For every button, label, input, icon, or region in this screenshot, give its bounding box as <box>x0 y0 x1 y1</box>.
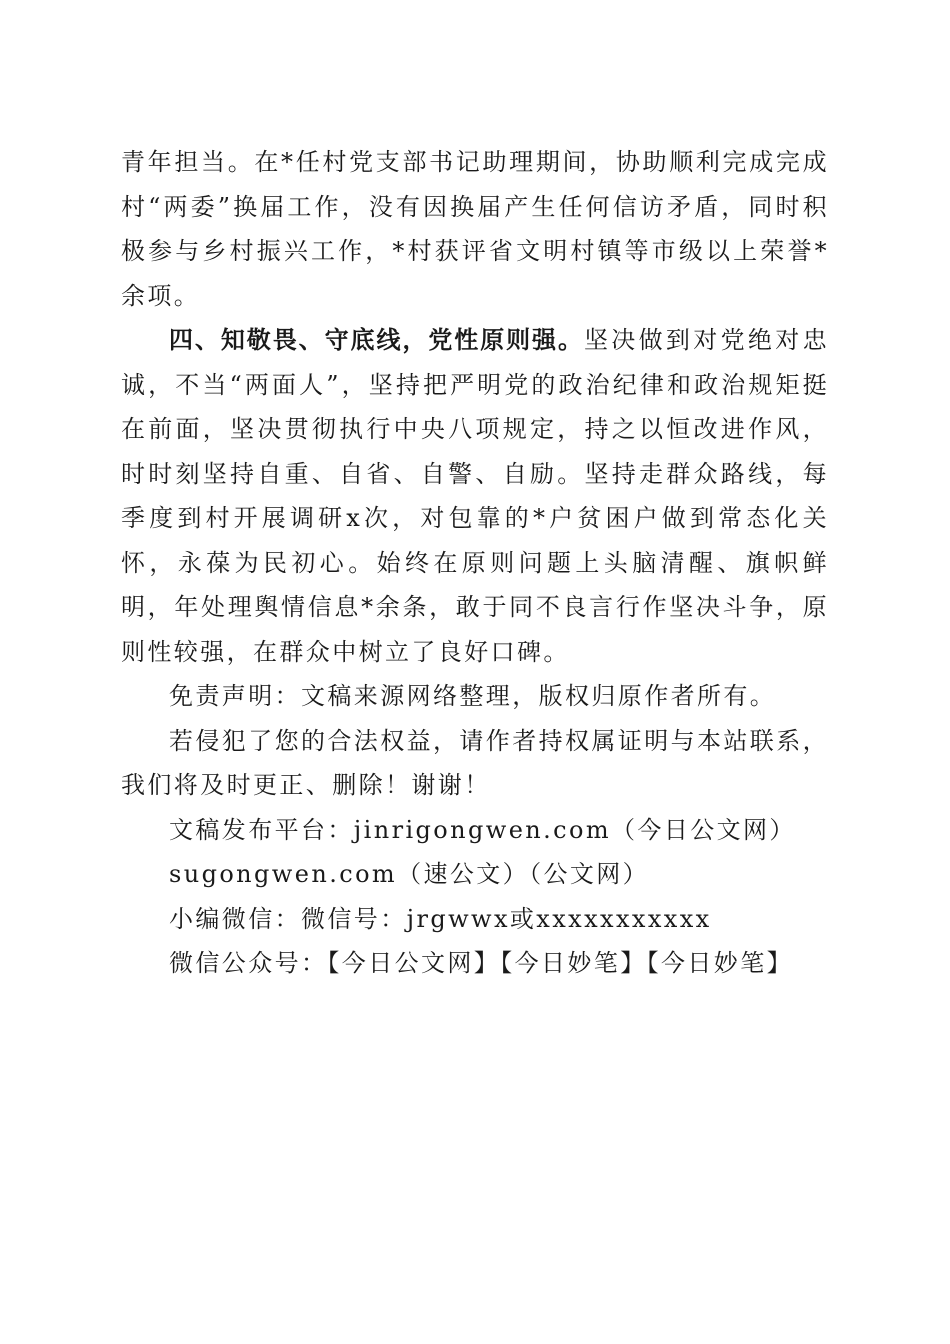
paragraph-party-principles <box>121 318 829 674</box>
disclaimer-line: 免责声明：文稿来源网络整理，版权归原作者所有。 <box>169 682 777 710</box>
disclaimer-rights-line: 若侵犯了您的合法权益，请作者持权属证明与本站联系，我们将及时更正、删除！谢谢！ <box>121 726 829 799</box>
paragraph-youth-responsibility: 青年担当。在*任村党支部书记助理期间，协助顺利完成完成村“两委”换届工作，没有因换届产生任何信访矛盾，同时积极参与乡村振兴工作，*村获评省文明村镇等市级以上荣誉*余项。 <box>121 148 829 310</box>
platform-line-2: sugongwen.com（速公文）（公文网） <box>169 860 650 888</box>
document-body <box>121 140 829 986</box>
official-account-line: 微信公众号：【今日公文网】【今日妙笔】【今日妙笔】 <box>169 949 793 977</box>
section-four-body: 坚决做到对党绝对忠诚，不当“两面人”，坚持把严明党的政治纪律和政治规矩挺在前面，坚决贯彻执行中央八项规定，持之以恒改进作风，时时刻坚持自重、自省、自警、自励。坚持走群众路线，每季度到村开展调研x次，对包靠的*户贫困户做到常态化关怀，永葆为民初心。始终在原则问题上头脑清醒、旗帜鲜明，年处理舆情信息*余条，敢于同不良言行作坚决斗争，原则性较强，在群众中树立了良好口碑。 <box>121 326 830 666</box>
platform-line: 文稿发布平台：jinrigongwen.com（今日公文网） <box>169 815 796 844</box>
section-heading-four: 四、知敬畏、守底线，党性原则强。 <box>169 326 584 354</box>
wechat-line: 小编微信：微信号：jrgwwx或xxxxxxxxxxx <box>169 904 712 933</box>
